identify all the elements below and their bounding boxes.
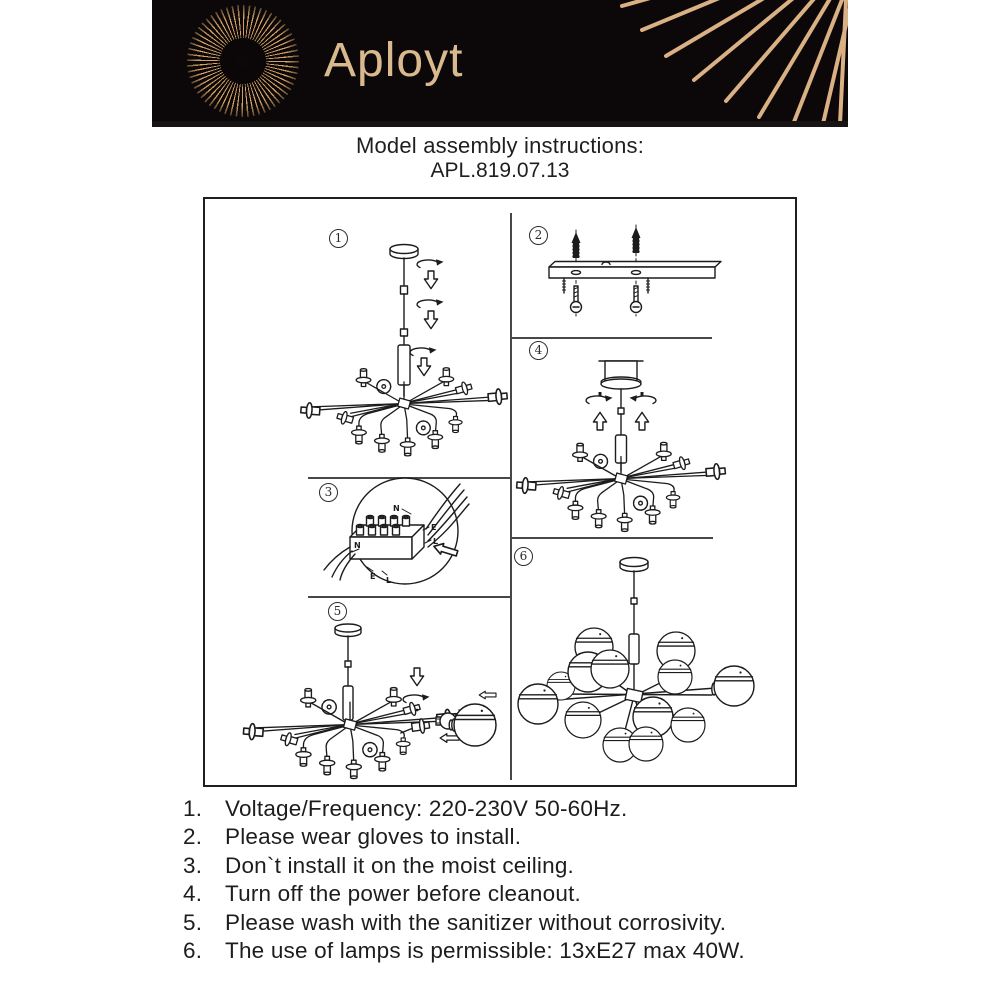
sunburst-logo-icon: [187, 5, 299, 117]
step-badge-1: 1: [329, 229, 348, 248]
step-2-drawing: [549, 225, 721, 316]
step-badge-2: 2: [529, 226, 548, 245]
instruction-number: 6.: [183, 938, 203, 964]
instruction-text: Please wash with the sanitizer without corrosivity.: [225, 909, 727, 935]
wall-anchor: [572, 232, 581, 258]
instruction-number: 2.: [183, 824, 203, 850]
instruction-text: Turn off the power before cleanout.: [225, 881, 581, 907]
instruction-text: The use of lamps is permissible: 13xE27 max 40W.: [225, 938, 745, 964]
title-block: [0, 133, 1000, 183]
wire-label-l: L: [386, 576, 392, 585]
instructions-list: [183, 795, 823, 965]
brand-banner: [152, 0, 848, 127]
banner-rays-decoration: [518, 0, 848, 121]
step-6-drawing: [518, 558, 754, 763]
step-3-drawing: [324, 478, 469, 585]
wall-anchor: [632, 227, 641, 253]
instruction-number: 4.: [183, 881, 203, 907]
model-code: APL.819.07.13: [430, 159, 570, 182]
wire-label-l: L: [433, 537, 439, 546]
wire-label-e: E: [431, 523, 437, 532]
instruction-item: [183, 880, 823, 908]
wire-label-n: N: [393, 504, 400, 513]
step-badge-3: 3: [319, 483, 338, 502]
instruction-text: Please wear gloves to install.: [225, 824, 522, 850]
mounting-screw: [571, 286, 582, 313]
mounting-screw: [631, 286, 642, 313]
instruction-item: [183, 795, 823, 823]
instruction-number: 1.: [183, 796, 203, 821]
wire-label-e: E: [370, 572, 376, 581]
instruction-number: 5.: [183, 909, 203, 935]
assembly-drawings: [203, 197, 793, 783]
instruction-number: 3.: [183, 852, 203, 878]
instruction-item: [183, 909, 823, 937]
instruction-item: [183, 823, 823, 851]
instruction-item: [183, 852, 823, 880]
machine-screw: [646, 278, 649, 293]
instruction-text: Don`t install it on the moist ceiling.: [225, 852, 575, 878]
step-badge-6: 6: [514, 547, 533, 566]
brand-name: Aployt: [324, 34, 464, 87]
step-5-drawing: [243, 624, 496, 779]
step-badge-5: 5: [328, 602, 347, 621]
wire-label-n: N: [354, 541, 361, 550]
page-title: Model assembly instructions:: [355, 133, 645, 158]
instruction-item: [183, 937, 823, 965]
step-badge-4: 4: [529, 341, 548, 360]
step-4-drawing: [516, 361, 725, 531]
sunburst-center: [220, 38, 266, 84]
step-1-drawing: [300, 245, 507, 456]
instruction-text: Voltage/Frequency: 220-230V 50-60Hz.: [225, 796, 628, 821]
machine-screw: [562, 278, 565, 293]
